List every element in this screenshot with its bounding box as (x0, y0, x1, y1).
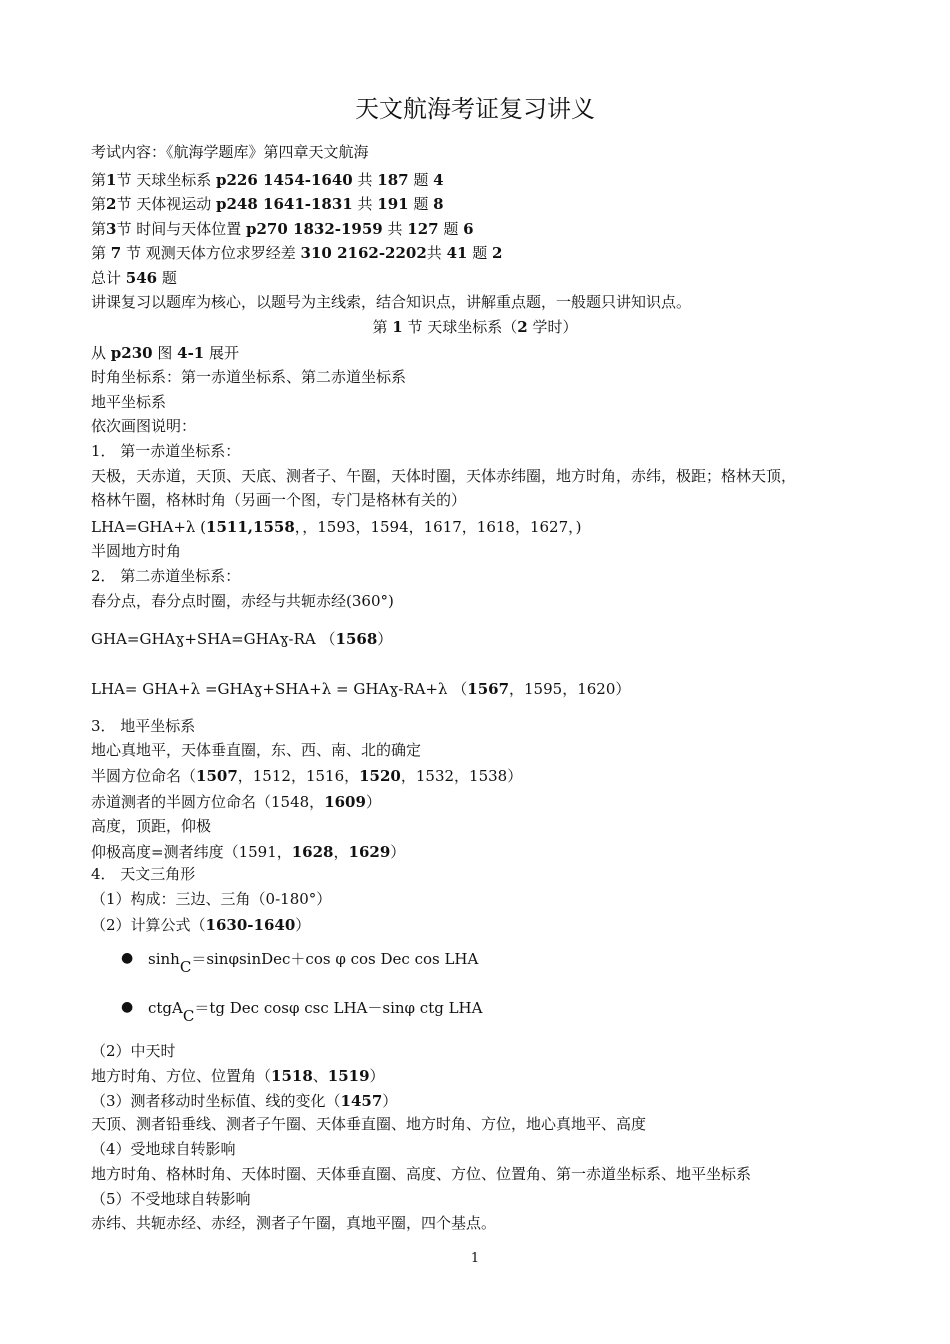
heading-horizon-system: 3． 地平坐标系 (91, 717, 196, 735)
syllabus-line-7: 第 7 节 观测天体方位求罗经差 310 2162-2202共 41 题 2 (91, 244, 503, 262)
horizon-system-line: 地平坐标系 (91, 393, 167, 411)
method-line: 讲课复习以题库为核心，以题号为主线索，结合知识点，讲解重点题，一般题只讲知识点。 (91, 293, 692, 311)
meridian-passage-heading: （2）中天时 (91, 1042, 176, 1060)
from-figure-line: 从 p230 图 4-1 展开 (91, 344, 240, 362)
rotation-affected-heading: （4）受地球自转影响 (91, 1140, 236, 1158)
formula-heading-line: （2）计算公式（1630-1640） (91, 916, 311, 934)
document-title: 天文航海考证复习讲义 (355, 95, 595, 123)
syllabus-line-2: 第2节 天体视运动 p248 1641-1831 共 191 题 8 (91, 195, 444, 213)
rotation-unaffected-line: 赤纬、共轭赤经、赤经，测者子午圈，真地平圈，四个基点。 (91, 1214, 497, 1232)
paragraph-first-equatorial-2: 格林午圈，格林时角（另画一个图，专门是格林有关的） (91, 491, 467, 509)
observer-moving-heading: （3）测者移动时坐标值、线的变化（1457） (91, 1092, 398, 1110)
rotation-affected-line: 地方时角、格林时角、天体时圈、天体垂直圈、高度、方位、位置角、第一赤道坐标系、地平坐标系 (91, 1165, 752, 1183)
observer-moving-line: 天顶、测者铅垂线、测者子午圈、天体垂直圈、地方时角、方位，地心真地平、高度 (91, 1115, 647, 1133)
heading-astronomical-triangle: 4． 天文三角形 (91, 865, 196, 883)
syllabus-line-1: 第1节 天球坐标系 p226 1454-1640 共 187 题 4 (91, 171, 444, 189)
altitude-line: 高度，顶距，仰极 (91, 817, 212, 835)
gha-formula-line: GHA=GHAɣ+SHA=GHAɣ-RA （1568） (91, 630, 393, 648)
altitude-formula: sinhC＝sinφsinDec＋cos φ cos Dec cos LHA (148, 950, 479, 976)
rotation-unaffected-heading: （5）不受地球自转影响 (91, 1190, 251, 1208)
paragraph-second-equatorial: 春分点，春分点时圈，赤经与共轭赤经(360°) (91, 592, 394, 610)
meridian-passage-line: 地方时角、方位、位置角（1518、1519） (91, 1067, 385, 1085)
elevated-pole-line: 仰极高度=测者纬度（1591，1628，1629） (91, 843, 406, 861)
lha-formula-line: LHA=GHA+λ (1511,1558，，1593，1594，1617，1618，1627，) (91, 518, 582, 536)
paragraph-first-equatorial-1: 天极，天赤道，天顶、天底、测者子、午圈，天体时圈，天体赤纬圈，地方时角，赤纬，极距；格林天顶， (91, 467, 797, 485)
heading-first-equatorial: 1． 第一赤道坐标系： (91, 442, 241, 460)
lha-full-formula-line: LHA= GHA+λ =GHAɣ+SHA+λ = GHAɣ-RA+λ （1567，1595，1620） (91, 680, 631, 698)
syllabus-line-3: 第3节 时间与天体位置 p270 1832-1959 共 127 题 6 (91, 220, 474, 238)
composition-line: （1）构成：三边、三角（0-180°） (91, 890, 332, 908)
bullet-icon: ● (121, 999, 134, 1015)
total-line: 总计 546 题 (91, 269, 177, 287)
exam-content-line: 考试内容：《航海学题库》第四章天文航海 (91, 143, 369, 161)
semicircle-lha-line: 半圆地方时角 (91, 542, 182, 560)
bullet-icon: ● (121, 950, 134, 966)
paragraph-horizon: 地心真地平，天体垂直圈，东、西、南、北的确定 (91, 741, 422, 759)
semicircle-azimuth-line: 半圆方位命名（1507，1512，1516，1520，1532，1538） (91, 767, 523, 785)
heading-second-equatorial: 2． 第二赤道坐标系： (91, 567, 241, 585)
explain-line: 依次画图说明： (91, 417, 197, 435)
azimuth-formula: ctgAC＝tg Dec cosφ csc LHA－sinφ ctg LHA (148, 999, 483, 1025)
section-heading: 第 1 节 天球坐标系（2 学时） (372, 318, 578, 336)
page-number: 1 (470, 1251, 480, 1266)
equator-observer-azimuth-line: 赤道测者的半圆方位命名（1548，1609） (91, 793, 381, 811)
hour-angle-systems-line: 时角坐标系：第一赤道坐标系、第二赤道坐标系 (91, 368, 407, 386)
